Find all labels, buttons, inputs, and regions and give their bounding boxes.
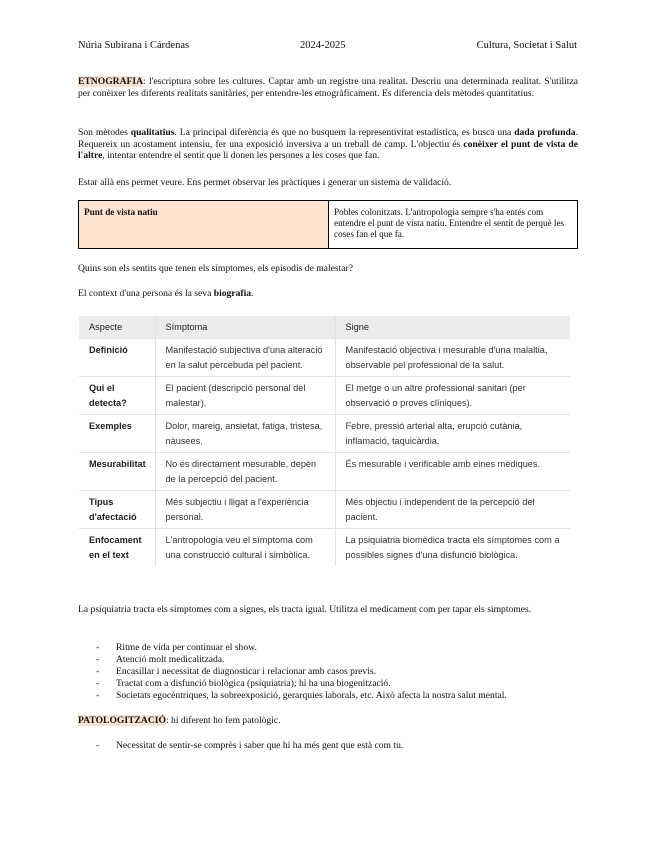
table-cell-simptoma: Més subjectiu i lligat a l'experiència personal. bbox=[155, 491, 335, 529]
quins-paragraph: Quins son els sentits que tenen els símptomes, els episodis de malestar? bbox=[78, 263, 353, 274]
factors-list bbox=[78, 642, 578, 702]
header-year: 2024-2025 bbox=[300, 40, 346, 51]
context-text-1: El context d'una persona és la seva bbox=[78, 288, 214, 299]
metodes-bold-2: dada profunda bbox=[514, 127, 576, 138]
table-cell-simptoma: L'antropologia veu el símptoma com una construcció cultural i simbòlica. bbox=[155, 529, 335, 567]
table-row bbox=[79, 491, 570, 529]
metodes-bold-1: qualitatius bbox=[130, 127, 175, 138]
table-cell-aspecte: Exemples bbox=[79, 415, 155, 453]
table-cell-signe: Més objectiu i independent de la percepció del pacient. bbox=[335, 491, 570, 529]
table-cell-signe: És mesurable i verificable amb eines mèdiques. bbox=[335, 453, 570, 491]
estar-paragraph: Estar allà ens permet veure. Ens permet observar les pràctiques i generar un sistema de validació. bbox=[78, 177, 452, 188]
table-cell-aspecte: Tipus d'afectació bbox=[79, 491, 155, 529]
table-header-cell: Aspecte bbox=[79, 316, 155, 339]
table-row bbox=[79, 453, 570, 491]
table-cell-aspecte: Enfocament en el text bbox=[79, 529, 155, 567]
punt-de-vista-box bbox=[78, 200, 578, 249]
list-item: - Atenció molt medicalitzada. bbox=[78, 654, 578, 666]
context-paragraph bbox=[78, 288, 578, 300]
table-cell-simptoma: Dolor, mareig, ansietat, fatiga, tristesa, nàusees. bbox=[155, 415, 335, 453]
patologitzacio-text: : hi diferent ho fem patològic. bbox=[165, 715, 281, 726]
table-row bbox=[79, 377, 570, 415]
psiquiatria-paragraph: La psiquiatria tracta els símptomes com a signes, els tracta igual. Utilitza el medicament com per tapar els símptomes. bbox=[78, 604, 532, 615]
table-cell-signe: La psiquiatria biomèdica tracta els símptomes com a possibles signes d'una disfunció biològica. bbox=[335, 529, 570, 567]
table-cell-simptoma: El pacient (descripció personal del malestar). bbox=[155, 377, 335, 415]
table-header-row bbox=[79, 316, 570, 339]
punt-de-vista-label: Punt de vista natiu bbox=[79, 201, 329, 248]
table-header-cell: Símptoma bbox=[155, 316, 335, 339]
table-cell-signe: Manifestació objectiva i mesurable d'una malaltia, observable pel professional de la salut. bbox=[335, 339, 570, 377]
patologitzacio-term: PATOLOGITZACIÓ bbox=[78, 715, 166, 726]
etnografia-paragraph bbox=[78, 76, 578, 99]
context-bold: biografia bbox=[213, 288, 252, 299]
metodes-paragraph bbox=[78, 127, 578, 162]
punt-de-vista-text: Pobles colonitzats. L'antropologia sempre s'ha entés com entendre el punt de vista natiu. Entendre el sentit de perquè les coses fan el que fa. bbox=[334, 207, 565, 239]
etnografia-text: : l'escriptura sobre les cultures. Captar amb un registre una realitat. Descriu una determinada realitat. S'utilitza per conèixer les diferents realitats sanitàries, per entendre-les etnogràficament. Es diferencia dels mètodes quantitatius. bbox=[78, 76, 578, 99]
list-item: - Tractat com a disfunció biològica (psiquiatria); hi ha una biogenització. bbox=[78, 678, 578, 690]
table-cell-signe: El metge o un altre professional sanitari (per observació o proves clíniques). bbox=[335, 377, 570, 415]
table-row bbox=[79, 415, 570, 453]
table-cell-simptoma: No és directament mesurable, depèn de la percepció del pacient. bbox=[155, 453, 335, 491]
metodes-text-1: Son mètodes bbox=[78, 127, 131, 138]
header-author: Núria Subirana i Cárdenas bbox=[78, 40, 190, 51]
metodes-text-4: , intentar entendre el sentit que li donen les persones a les coses que fan. bbox=[102, 150, 380, 162]
table-header-cell: Signe bbox=[335, 316, 570, 339]
etnografia-term: ETNOGRAFIA bbox=[78, 76, 144, 87]
header-course: Cultura, Societat i Salut bbox=[476, 40, 577, 51]
patologitzacio-list bbox=[78, 740, 578, 752]
list-item: - Necessitat de sentir-se comprès i saber que hi ha més gent que està com tu. bbox=[78, 740, 578, 752]
table-cell-aspecte: Qui el detecta? bbox=[79, 377, 155, 415]
list-item: - Encasillar i necessitat de diagnosticar i relacionar amb casos previs. bbox=[78, 666, 578, 678]
metodes-text-3: . Requereix un acostament intensiu, fer una exposició inversiva a un treball de camp. L'objectiu és bbox=[78, 127, 578, 150]
simptoma-signe-table bbox=[79, 316, 570, 582]
metodes-text-2: . La principal diferència és que no busquem la representivitat estadística, es busca una bbox=[174, 127, 515, 138]
page-header bbox=[78, 40, 577, 54]
table-cell-aspecte: Definició bbox=[79, 339, 155, 377]
metodes-bold-3: conèixer el punt de vista de l'altre bbox=[78, 138, 578, 162]
patologitzacio-paragraph bbox=[78, 715, 578, 727]
context-text-2: . bbox=[251, 288, 254, 299]
table-cell-aspecte: Mesurabilitat bbox=[79, 453, 155, 491]
table-row bbox=[79, 339, 570, 377]
table-cell-simptoma: Manifestació subjectiva d'una alteració en la salut percebuda pel pacient. bbox=[155, 339, 335, 377]
table-row bbox=[79, 529, 570, 567]
list-item: - Societats egocèntriques, la sobreexposició, gerarquies laborals, etc. Això afecta la nostra salut mental. bbox=[78, 690, 578, 702]
list-item: - Ritme de vida per continuar el show. bbox=[78, 642, 578, 654]
table-cell-signe: Febre, pressió arterial alta, erupció cutània, inflamació, taquicàrdia. bbox=[335, 415, 570, 453]
